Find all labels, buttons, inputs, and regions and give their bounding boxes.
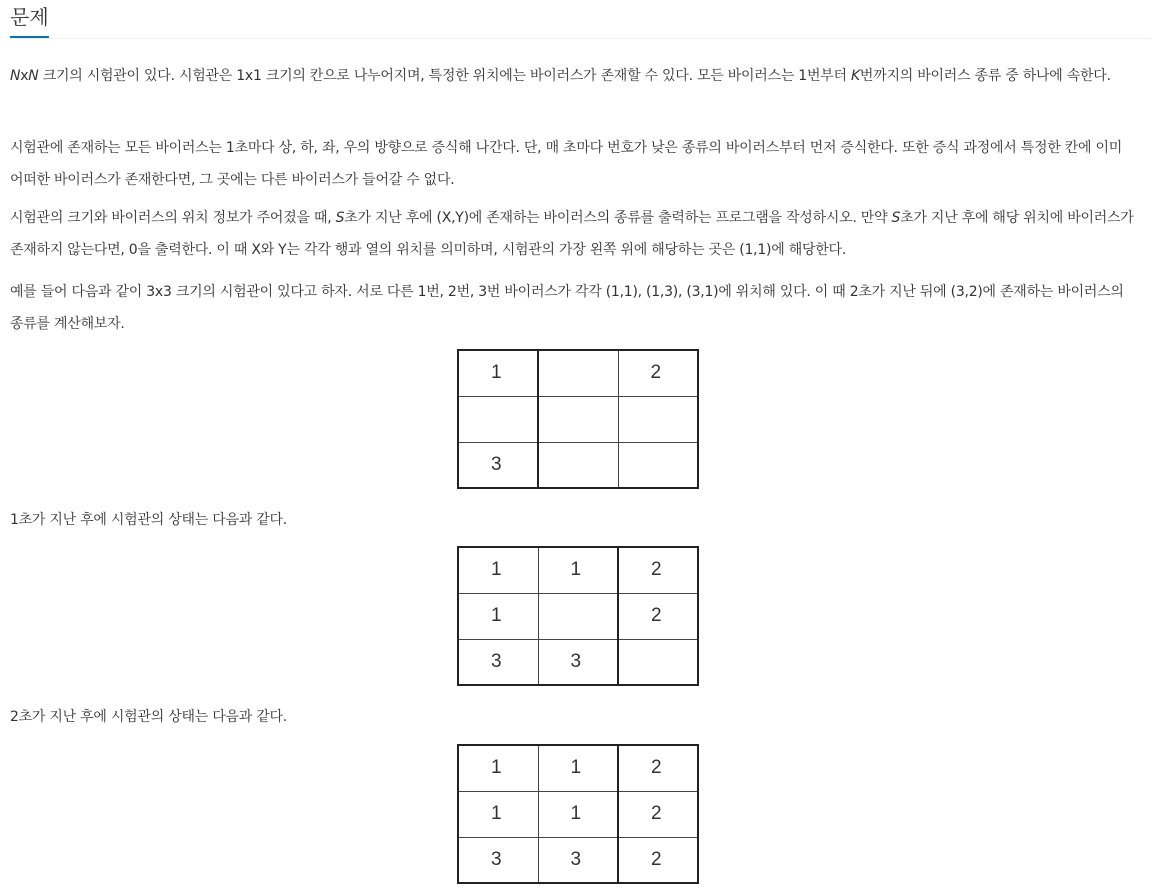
grid-row <box>458 350 698 396</box>
grid-row <box>458 547 698 593</box>
grid-cell <box>538 442 618 488</box>
paragraph-example: 예를 들어 다음과 같이 3x3 크기의 시험관이 있다고 하자. 서로 다른 1번, 2번, 3번 바이러스가 각각 (1,1), (1,3), (3,1)에 위치해 있다. 이 때 2초가 지난 뒤에 (3,2)에 존재하는 바이러스의 종류를 계산해보자. <box>10 284 1124 332</box>
grid-cell <box>618 442 698 488</box>
grid-cell: 1 <box>538 547 618 593</box>
var-k: K <box>850 68 860 84</box>
grid-cell: 1 <box>538 745 618 791</box>
text-run: 초가 지난 후에 (X,Y)에 존재하는 바이러스의 종류를 출력하는 프로그램을 작성하시오. 만약 <box>344 210 892 226</box>
caption-after-2-seconds: 2초가 지난 후에 시험관의 상태는 다음과 같다. <box>10 709 287 725</box>
grid-cell: 1 <box>538 791 618 837</box>
times-sign: x <box>20 68 29 84</box>
grid-after-1-second <box>457 546 699 686</box>
grid-initial <box>457 349 699 489</box>
var-s: S <box>335 210 345 226</box>
grid-cell: 1 <box>458 547 538 593</box>
grid-cell: 1 <box>458 745 538 791</box>
grid-cell: 1 <box>458 350 538 396</box>
grid-cell: 3 <box>458 639 538 685</box>
var-n: N <box>28 68 39 84</box>
grid-cell <box>458 396 538 442</box>
section-title: 문제 <box>10 4 49 38</box>
grid-cell: 2 <box>618 791 698 837</box>
text-run: 크기의 시험관이 있다. 시험관은 1x1 크기의 칸으로 나누어지며, 특정한 위치에는 바이러스가 존재할 수 있다. 모든 바이러스는 1번부터 <box>38 68 851 84</box>
grid-row <box>458 593 698 639</box>
grid-cell: 3 <box>458 442 538 488</box>
grid-cell: 1 <box>458 791 538 837</box>
grid-cell <box>538 350 618 396</box>
grid-row <box>458 396 698 442</box>
paragraph-intro <box>10 60 1151 92</box>
grid-cell: 2 <box>618 745 698 791</box>
text-run: 번까지의 바이러스 종류 중 하나에 속한다. <box>859 68 1111 84</box>
grid-row <box>458 639 698 685</box>
section-header <box>10 0 1151 39</box>
grid-cell <box>618 639 698 685</box>
grid-cell <box>618 396 698 442</box>
grid-row <box>458 791 698 837</box>
grid-cell: 3 <box>458 837 538 883</box>
grid-cell: 3 <box>538 837 618 883</box>
grid-row <box>458 837 698 883</box>
problem-section <box>10 0 1151 870</box>
text-run: 초가 지난 후에 해당 위치에 바이러스가 존재하지 않는다면, 0을 출력한다. 이 때 X와 Y는 각각 행과 열의 위치를 의미하며, 시험관의 가장 왼쪽 위에 해당하는 곳은 (1,1)에 해당한다. <box>10 210 1134 258</box>
text-run: 시험관의 크기와 바이러스의 위치 정보가 주어졌을 때, <box>10 210 336 226</box>
grid-cell: 1 <box>458 593 538 639</box>
grid-row <box>458 745 698 791</box>
var-n: N <box>10 68 21 84</box>
grid-cell: 2 <box>618 837 698 883</box>
caption-after-1-second: 1초가 지난 후에 시험관의 상태는 다음과 같다. <box>10 512 287 528</box>
paragraph-task <box>10 202 1151 266</box>
var-s: S <box>891 210 901 226</box>
grid-cell: 2 <box>618 547 698 593</box>
grid-cell: 2 <box>618 593 698 639</box>
grid-cell <box>538 396 618 442</box>
grid-cell: 2 <box>618 350 698 396</box>
grid-cell <box>538 593 618 639</box>
grid-cell: 3 <box>538 639 618 685</box>
grid-row <box>458 442 698 488</box>
grid-after-2-seconds <box>457 744 699 884</box>
paragraph-spread-rules: 시험관에 존재하는 모든 바이러스는 1초마다 상, 하, 좌, 우의 방향으로 증식해 나간다. 단, 매 초마다 번호가 낮은 종류의 바이러스부터 먼저 증식한다. 또한 증식 과정에서 특정한 칸에 이미 어떠한 바이러스가 존재한다면, 그 곳에는 다른 바이러스가 들어갈 수 없다. <box>10 140 1123 188</box>
